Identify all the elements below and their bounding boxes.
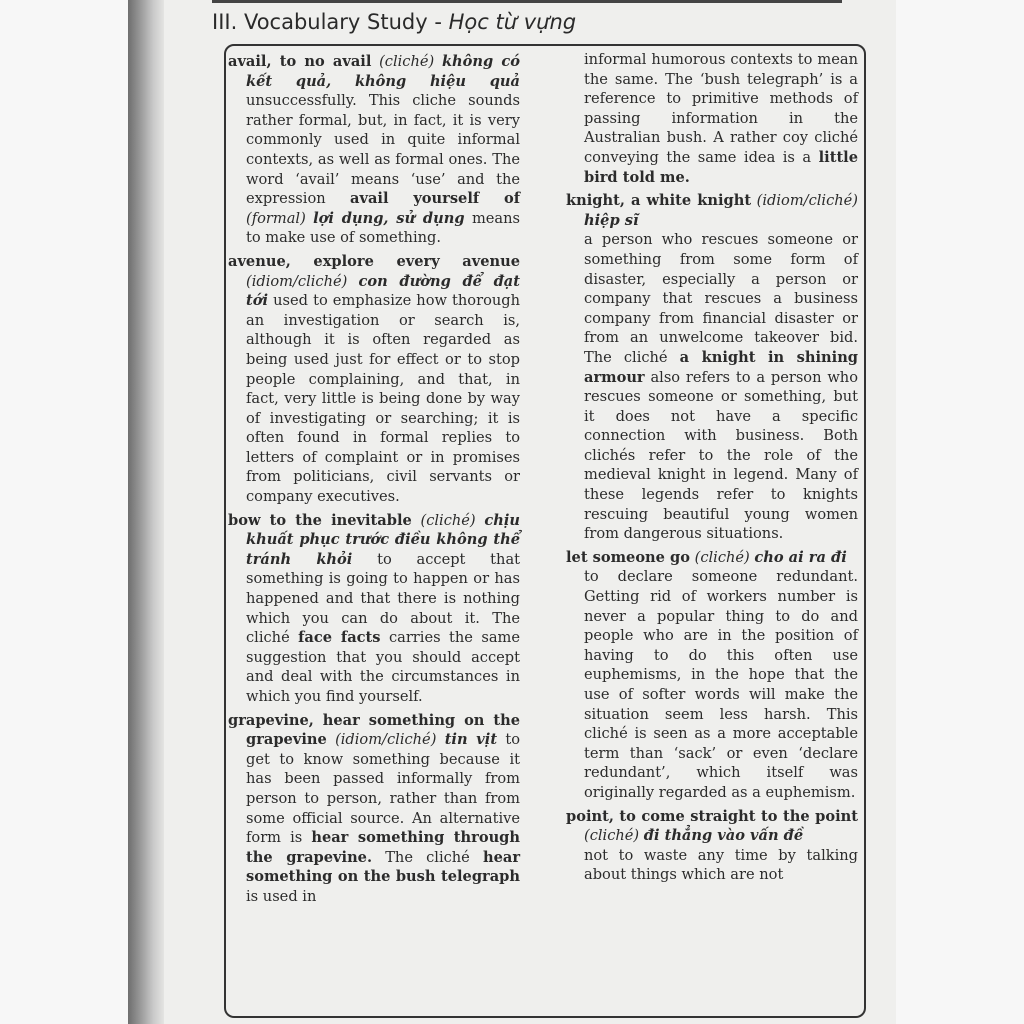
vietnamese-gloss: hiệp sĩ — [584, 211, 639, 229]
vietnamese-gloss: đi thẳng vào vấn đề — [643, 827, 804, 845]
left-column — [228, 52, 520, 911]
related-phrase: hear something through the grapevine. — [246, 829, 520, 866]
vietnamese-gloss: lợi dụng, sử dụng — [313, 209, 465, 227]
related-phrase: little bird told me. — [584, 148, 859, 186]
definition: also refers to a person who rescues someone or something, but it does not have a specific connection with business. Both clichés refer to the role of the medieval knight in legend. Many of these legends refer to knights rescuing beautiful young women from dangerous situations. — [584, 368, 858, 543]
related-phrase: avail yourself of — [350, 190, 520, 208]
headword: grapevine, hear something on the grapevine — [228, 711, 520, 749]
definition: means to make use of something. — [246, 209, 521, 247]
entry-knight — [566, 191, 858, 544]
entry-point — [566, 807, 858, 885]
related-phrase: hear something on the bush telegraph — [246, 848, 521, 886]
vietnamese-gloss: tin vịt — [444, 731, 498, 749]
vietnamese-gloss: con đường để đạt tới — [246, 272, 520, 310]
definition: to accept that something is going to happen or has happened and that there is nothing which you can do about it. The cliché — [246, 550, 521, 647]
related-phrase: face facts — [298, 629, 381, 647]
definition: is used in — [246, 887, 317, 905]
entry-let-someone-go — [566, 548, 858, 803]
definition: unsuccessfully. This cliche sounds rather formal, but, in fact, it is very commonly used in quite informal contexts, as well as formal ones. The word ‘avail’ means ‘use’ and the expression — [246, 92, 520, 208]
entry-grapevine-continued — [566, 50, 858, 187]
usage-label: (idiom/cliché) — [335, 731, 437, 749]
usage-label: (idiom/cliché) — [756, 192, 858, 210]
section-title-en: Vocabulary Study — [243, 10, 428, 34]
book-spine-shadow — [128, 0, 164, 1024]
usage-label: (cliché) — [379, 53, 435, 70]
headword: point, to come straight to the point — [566, 807, 858, 825]
headword: avail, to no avail — [228, 53, 372, 70]
definition: a person who rescues someone or something from some form of disaster, especially a person or company that rescues a business company from financial disaster or from an unwelcome takeover bid. The cliché — [584, 231, 858, 366]
definition: carries the same suggestion that you should accept and deal with the circumstances in which you find yourself. — [246, 629, 520, 705]
section-number: III. — [212, 10, 238, 34]
section-separator: - — [434, 10, 442, 34]
headword: bow to the inevitable — [228, 511, 412, 529]
headword: avenue, explore every avenue — [228, 252, 520, 270]
usage-label: (idiom/cliché) — [246, 272, 348, 290]
definition: used to emphasize how thorough an investigation or search is, although it is often regarded as being used just for effect or to stop people complaining, and that, in fact, very little is being done by way of investigating or searching; it is often found in formal replies to letters of complaint or in promises from politicians, civil servants or company executives. — [246, 292, 521, 506]
definition: informal humorous contexts to mean the same. The ‘bush telegraph’ is a reference to primitive methods of passing information in the Australian bush. A rather coy cliché conveying the same idea is a — [584, 51, 858, 166]
usage-label: (cliché) — [420, 511, 476, 529]
vietnamese-gloss: không có kết quả, không hiệu quả — [246, 53, 520, 90]
vietnamese-gloss: cho ai ra đi — [754, 548, 847, 566]
entry-avail — [228, 52, 520, 248]
right-column — [566, 50, 858, 889]
right-margin — [896, 0, 1024, 1024]
headword: let someone go — [566, 548, 690, 566]
usage-label: (formal) — [246, 209, 306, 227]
definition: to declare someone redundant. Getting rid of workers number is never a popular thing to do and people who are in the position of having to do this often use euphemisms, in the hope that the use of softer words will make the situation seem less harsh. This cliché is seen as a more acceptable term than ‘sack’ or even ‘declare redundant’, which itself was originally regarded as a euphemism. — [584, 568, 858, 801]
left-margin — [0, 0, 128, 1024]
usage-label: (cliché) — [584, 827, 640, 845]
entry-bow-to-the-inevitable — [228, 511, 520, 707]
definition: to get to know something because it has been passed informally from person to person, rather than from some official source. An alternative form is — [246, 731, 521, 847]
entry-grapevine — [228, 711, 520, 907]
section-heading — [212, 10, 852, 34]
usage-label: (cliché) — [694, 548, 750, 566]
definition: not to waste any time by talking about things which are not — [584, 846, 858, 884]
headword: knight, a white knight — [566, 192, 752, 210]
entry-avenue — [228, 252, 520, 507]
top-rule — [212, 0, 842, 3]
related-phrase: a knight in shining armour — [584, 348, 859, 386]
definition: The cliché — [385, 848, 470, 866]
section-title-vi: Học từ vựng — [448, 10, 577, 34]
vietnamese-gloss: chịu khuất phục trước điều không thể tránh khỏi — [246, 511, 520, 568]
